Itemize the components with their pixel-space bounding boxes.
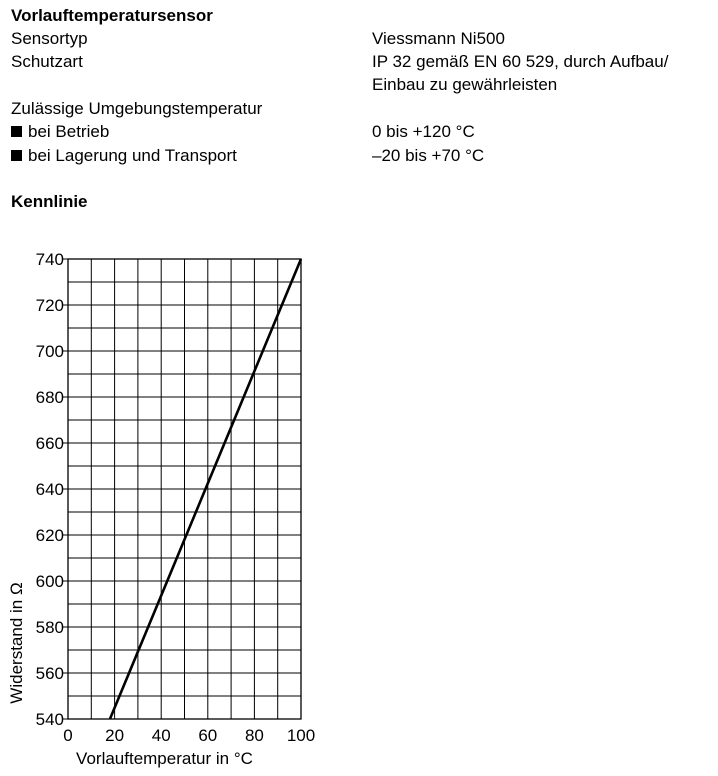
y-tick-labels xyxy=(36,250,68,729)
bullet-square-icon xyxy=(11,126,22,137)
ambient-item-lagerung xyxy=(11,146,237,166)
y-tick-label: 540 xyxy=(35,710,64,729)
y-tick-label: 620 xyxy=(35,526,64,545)
spec-label-sensortyp: Sensortyp xyxy=(11,29,88,48)
x-tick-label: 100 xyxy=(286,726,316,745)
spec-label-schutzart: Schutzart xyxy=(11,52,83,71)
y-tick-label: 680 xyxy=(35,388,64,407)
ambient-item-betrieb xyxy=(11,122,109,142)
y-tick-label: 660 xyxy=(35,434,64,453)
kennlinie-chart xyxy=(0,240,340,776)
y-tick-label: 560 xyxy=(35,664,64,683)
ambient-label-betrieb: bei Betrieb xyxy=(28,122,110,141)
x-tick-label: 60 xyxy=(198,726,218,745)
y-tick-label: 600 xyxy=(35,572,64,591)
ambient-label-lagerung: bei Lagerung und Transport xyxy=(28,146,237,165)
section-title: Vorlauftemperatursensor xyxy=(11,6,213,25)
x-tick-label: 40 xyxy=(151,726,171,745)
y-tick-label: 740 xyxy=(35,250,64,269)
x-tick-label: 0 xyxy=(63,726,73,745)
spec-value-schutzart: IP 32 gemäß EN 60 529, durch Aufbau/ xyxy=(372,52,669,71)
kennlinie-title: Kennlinie xyxy=(11,192,88,211)
x-tick-labels xyxy=(63,726,315,745)
spec-value-schutzart-line2: Einbau zu gewährleisten xyxy=(372,75,558,94)
ambient-heading: Zulässige Umgebungstemperatur xyxy=(11,99,263,118)
x-tick-label: 80 xyxy=(244,726,264,745)
ambient-value-lagerung: –20 bis +70 °C xyxy=(372,146,485,165)
chart-grid xyxy=(68,259,301,719)
x-axis-label: Vorlauftemperatur in °C xyxy=(76,749,253,768)
y-tick-label: 580 xyxy=(35,618,64,637)
ambient-value-betrieb: 0 bis +120 °C xyxy=(372,122,475,141)
y-tick-label: 700 xyxy=(35,342,64,361)
spec-value-sensortyp: Viessmann Ni500 xyxy=(372,29,505,48)
bullet-square-icon xyxy=(11,150,22,161)
y-axis-label: Widerstand in Ω xyxy=(7,582,26,704)
y-tick-label: 720 xyxy=(35,296,64,315)
y-tick-label: 640 xyxy=(35,480,64,499)
x-tick-label: 20 xyxy=(105,726,125,745)
